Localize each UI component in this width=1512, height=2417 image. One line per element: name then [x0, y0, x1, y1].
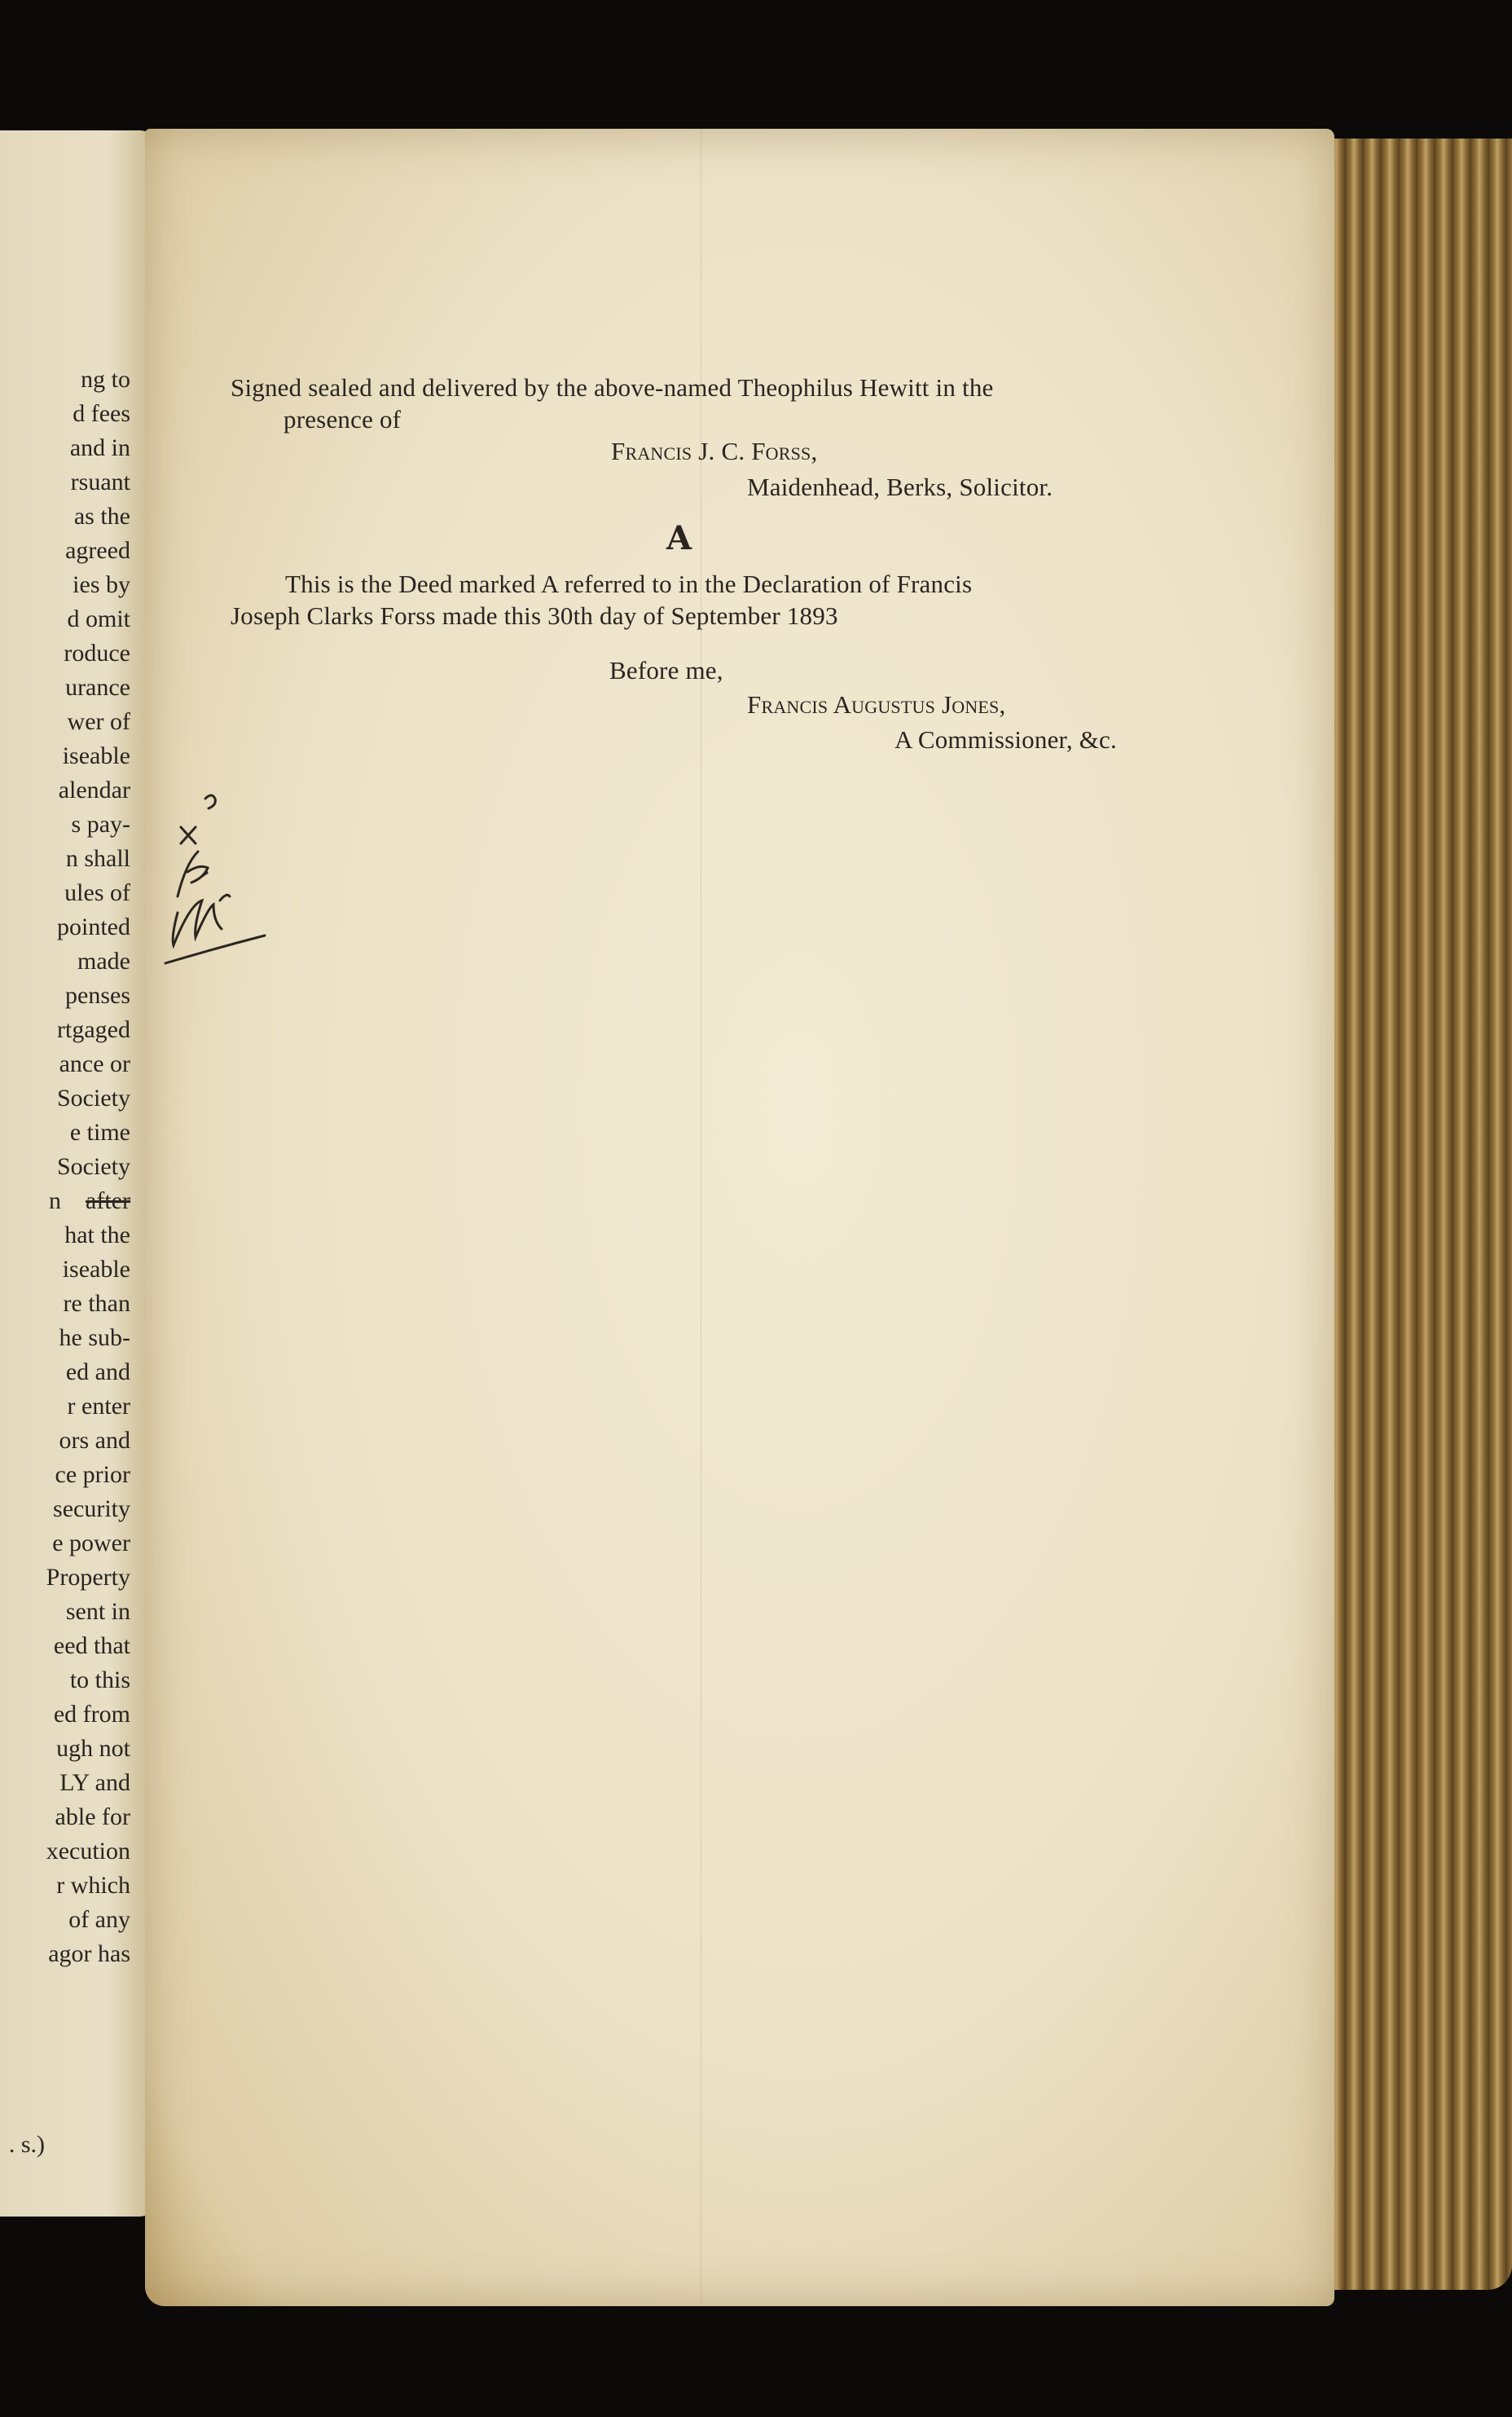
left-page-line: rsuant [70, 469, 130, 495]
left-page-line: Society [57, 1085, 130, 1112]
left-page-line: r enter [67, 1393, 130, 1420]
left-page-line: as the [73, 503, 130, 530]
left-page-line: d fees [73, 400, 130, 427]
left-page-line: penses [65, 982, 130, 1009]
attestation-line-2: presence of [284, 405, 402, 434]
left-page-line: n after [49, 1187, 130, 1214]
left-page-line: agor has [48, 1940, 130, 1967]
left-page-line: Society [57, 1153, 130, 1180]
left-page-line: security [53, 1495, 130, 1522]
left-page-line: ugh not [56, 1735, 130, 1762]
left-page-line: iseable [62, 742, 130, 769]
left-page-line: able for [55, 1803, 130, 1830]
left-page-line: e power [52, 1530, 130, 1556]
left-page-line: made [77, 948, 130, 975]
before-me-text: Before me, [609, 656, 723, 685]
declaration-line-2: Joseph Clarks Forss made this 30th day of September 1893 [231, 601, 838, 630]
left-page-line: d omit [67, 605, 130, 632]
strikethrough-word: after [86, 1187, 130, 1214]
left-page-line: ors and [59, 1427, 130, 1454]
left-page-line: ed and [65, 1358, 130, 1385]
commissioner-title: A Commissioner, &c. [894, 725, 1117, 754]
left-page-footer: . s.) [8, 2131, 45, 2158]
left-page-line: urance [65, 674, 130, 701]
left-page-line: re than [63, 1290, 130, 1317]
left-page-line: LY and [59, 1769, 130, 1796]
left-page-line: s pay- [71, 811, 130, 838]
exhibit-mark: A [666, 519, 692, 557]
handwritten-initials-signature [163, 790, 277, 970]
left-page-line: rtgaged [57, 1016, 130, 1043]
left-page-line: e time [69, 1119, 130, 1146]
left-page-line: Property [46, 1564, 130, 1591]
left-page-line: ng to [81, 366, 130, 393]
left-page-line: wer of [67, 708, 130, 735]
left-page-line: pointed [57, 914, 130, 940]
left-page-line: to this [69, 1666, 130, 1693]
left-page-line: iseable [62, 1256, 130, 1283]
left-page-line: hat the [64, 1222, 130, 1248]
left-page-text [0, 363, 130, 1971]
witness-name: Francis J. C. Forss, [611, 437, 818, 465]
left-page-line: roduce [64, 640, 130, 667]
left-page-line: r which [56, 1872, 130, 1899]
left-page-line: sent in [65, 1598, 130, 1625]
left-page-line: ules of [64, 879, 130, 906]
left-facing-page [0, 130, 155, 2217]
left-page-line: alendar [58, 777, 130, 803]
witness-address: Maidenhead, Berks, Solicitor. [747, 473, 1053, 501]
left-page-line: xecution [46, 1838, 130, 1864]
declaration-line-1: This is the Deed marked A referred to in the Declaration of Francis [285, 570, 973, 598]
left-page-line: he sub- [59, 1324, 130, 1351]
left-page-line: ce prior [55, 1461, 130, 1488]
left-page-line: eed that [53, 1632, 130, 1659]
left-page-line: n shall [65, 845, 130, 872]
left-page-line: and in [69, 434, 130, 461]
commissioner-name: Francis Augustus Jones, [747, 690, 1006, 719]
attestation-line-1: Signed sealed and delivered by the above-named Theophilus Hewitt in the [231, 373, 994, 402]
left-page-line: ed from [53, 1701, 130, 1728]
left-page-line: ance or [59, 1050, 130, 1077]
book-page-edges [1328, 139, 1512, 2290]
left-page-line: ies by [73, 571, 130, 598]
left-page-line: of any [68, 1906, 130, 1933]
left-page-line: agreed [65, 537, 130, 564]
